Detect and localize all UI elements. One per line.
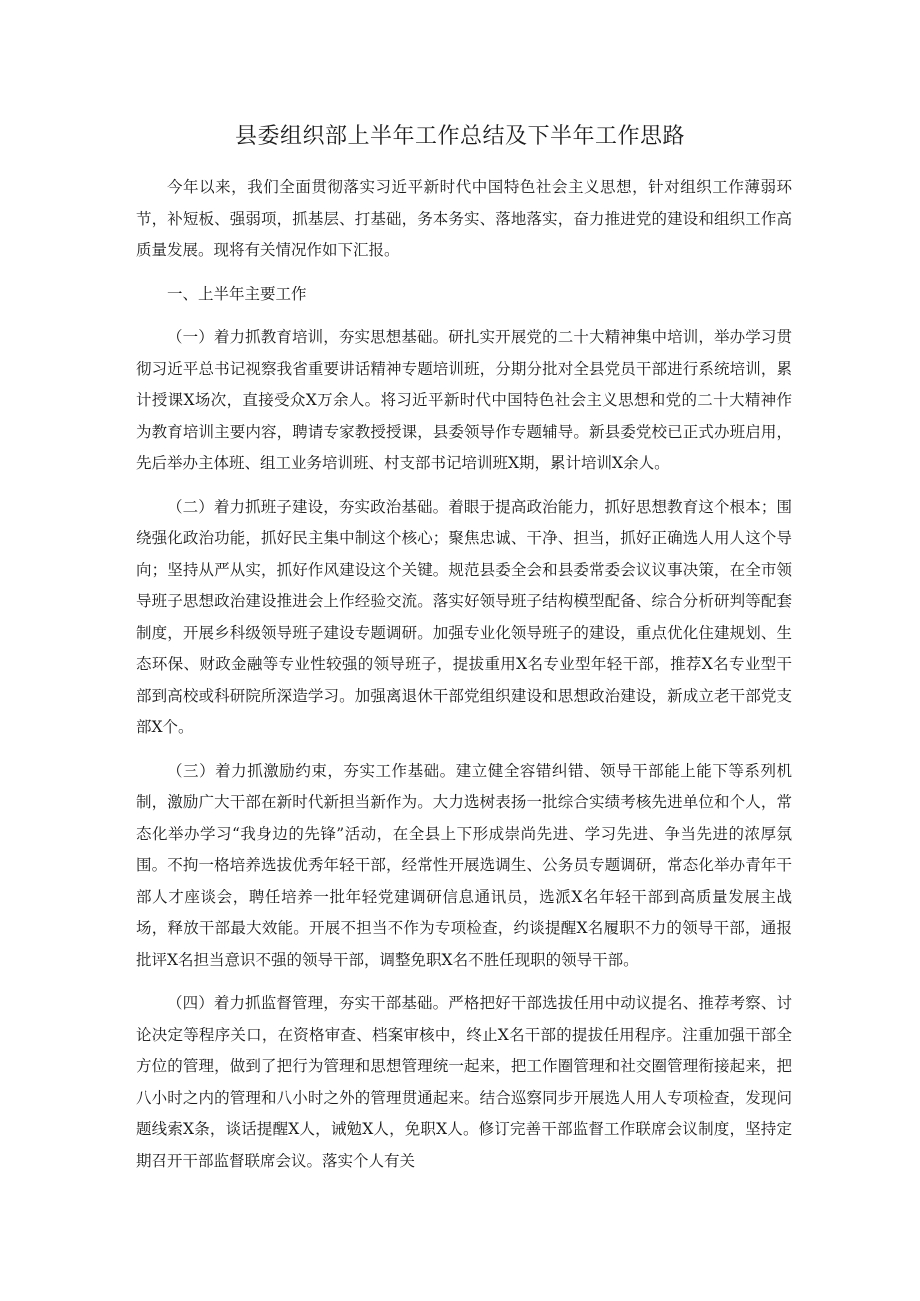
paragraph-education-training: （一）着力抓教育培训，夯实思想基础。研扎实开展党的二十大精神集中培训，举办学习贯彻习近平总书记视察我省重要讲话精神专题培训班，分期分批对全县党员干部进行系统培训，累计授课X场次，直接受众X万余人。将习近平新时代中国特色社会主义思想和党的二十大精神作为教育培训主要内容，聘请专家教授授课，县委领导作专题辅导。新县委党校已正式办班启用，先后举办主体班、组工业务培训班、村支部书记培训班X期，累计培训X余人。 (136, 328, 792, 472)
paragraph-supervision: （四）着力抓监督管理，夯实干部基础。严格把好干部选拔任用中动议提名、推荐考察、讨论决定等程序关口，在资格审查、档案审核中，终止X名干部的提拔任用程序。注重加强干部全方位的管理，做到了把行为管理和思想管理统一起来，把工作圈管理和社交圈管理衔接起来，把八小时之内的管理和八小时之外的管理贯通起来。结合巡察同步开展选人用人专项检查，发现问题线索X条，谈话提醒X人，诫勉X人，免职X人。修订完善干部监督工作联席会议制度，坚持定期召开干部监督联席会议。落实个人有关 (136, 994, 792, 1170)
paragraph-team-building: （二）着力抓班子建设，夯实政治基础。着眼于提高政治能力，抓好思想教育这个根本；围绕强化政治功能，抓好民主集中制这个核心；聚焦忠诚、干净、担当，抓好正确选人用人这个导向；坚持从严从实，抓好作风建设这个关键。规范县委全会和县委常委会议议事决策，在全市领导班子思想政治建设推进会上作经验交流。落实好领导班子结构模型配备、综合分析研判等配套制度，开展乡科级领导班子建设专题调研。加强专业化领导班子的建设，重点优化住建规划、生态环保、财政金融等专业性较强的领导班子，提拔重用X名专业型年轻干部，推荐X名专业型干部到高校或科研院所深造学习。加强离退休干部党组织建设和思想政治建设，新成立老干部党支部X个。 (136, 497, 792, 736)
document-body (136, 172, 792, 1189)
document-title: 县委组织部上半年工作总结及下半年工作思路 (234, 124, 685, 149)
intro-paragraph: 今年以来，我们全面贯彻落实习近平新时代中国特色社会主义思想，针对组织工作薄弱环节，补短板、强弱项，抓基层、打基础，务本务实、落地落实，奋力推进党的建设和组织工作高质量发展。现将有关情况作如下汇报。 (136, 178, 792, 259)
section-heading: 一、上半年主要工作 (167, 284, 307, 303)
paragraph-incentives: （三）着力抓激励约束，夯实工作基础。建立健全容错纠错、领导干部能上能下等系列机制，激励广大干部在新时代新担当新作为。大力选树表扬一批综合实绩考核先进单位和个人，常态化举办学习“我身边的先锋”活动，在全县上下形成崇尚先进、学习先进、争当先进的浓厚氛围。不拘一格培养选拔优秀年轻干部，经常性开展选调生、公务员专题调研，常态化举办青年干部人才座谈会，聘任培养一批年轻党建调研信息通讯员，选派X名年轻干部到高质量发展主战场，释放干部最大效能。开展不担当不作为专项检查，约谈提醒X名履职不力的领导干部，通报批评X名担当意识不强的领导干部，调整免职X名不胜任现职的领导干部。 (136, 761, 792, 969)
